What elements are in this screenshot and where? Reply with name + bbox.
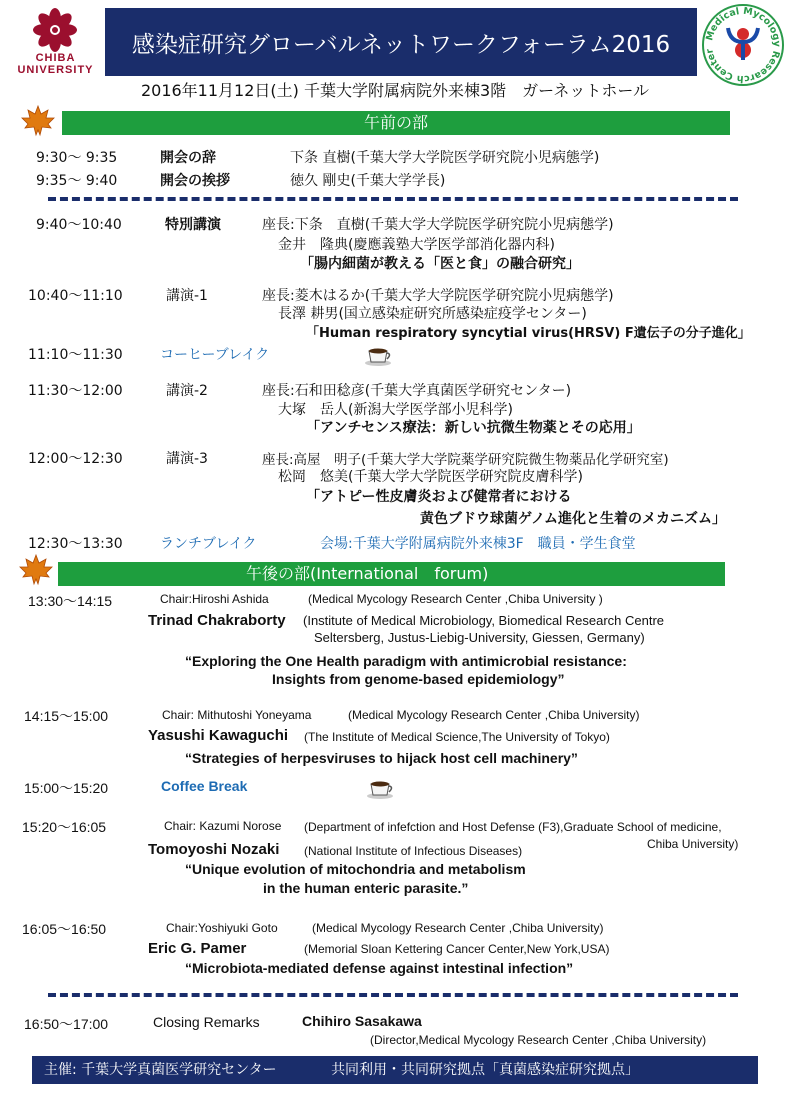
chiba-university-logo <box>8 8 103 80</box>
lunch-time: 12:30〜13:30 <box>28 536 123 552</box>
session3-title-line1: “Unique evolution of mitochondria and metabolism <box>185 861 526 877</box>
session1-title-line2: Insights from genome-based epidemiology” <box>272 671 565 687</box>
session1-affil-line2: Seltersberg, Justus-Liebig-University, Giessen, Germany) <box>314 630 645 645</box>
mmrc-logo-icon <box>700 2 786 88</box>
lecture3-chair: 座長:高屋 明子(千葉大学大学院薬学研究院微生物薬品化学研究室) <box>262 452 669 468</box>
special-title: 「腸内細菌が教える「医と食」の融合研究」 <box>300 256 580 272</box>
maple-leaf-icon <box>18 553 54 587</box>
dashed-divider <box>48 197 738 201</box>
lecture2-title: 「アンチセンス療法：新しい抗微生物薬とその応用」 <box>306 420 641 436</box>
session2-title: “Strategies of herpesviruses to hijack host cell machinery” <box>185 750 578 766</box>
afternoon-section-bar <box>58 562 725 586</box>
session4-title: “Microbiota-mediated defense against intestinal infection” <box>185 960 574 976</box>
lecture3-type: 講演-3 <box>166 451 208 467</box>
session3-chair-affil-line1: (Department of infefction and Host Defense (F3),Graduate School of medicine, <box>304 820 722 834</box>
session2-affil: (The Institute of Medical Science,The University of Tokyo) <box>304 730 610 744</box>
lecture1-type: 講演-1 <box>166 288 208 304</box>
special-type: 特別講演 <box>165 217 221 233</box>
special-speaker: 金井 隆典(慶應義塾大学医学部消化器内科) <box>278 237 555 253</box>
lecture1-chair: 座長:菱木はるか(千葉大学大学院医学研究院小児病態学) <box>262 288 614 304</box>
lecture3-time: 12:00〜12:30 <box>28 451 123 467</box>
lecture2-type: 講演-2 <box>166 383 208 399</box>
lecture3-title-line1: 「アトピー性皮膚炎および健常者における <box>306 489 572 505</box>
forum-title: 感染症研究グローバルネットワークフォーラム2016 <box>105 8 697 76</box>
session2-chair: Chair: Mithutoshi Yoneyama <box>162 708 312 722</box>
session1-chair-affil: (Medical Mycology Research Center ,Chiba University ) <box>308 592 603 606</box>
lunch-break-label: ランチブレイク <box>160 536 257 552</box>
chiba-emblem-icon <box>33 8 77 52</box>
morning-section-bar: 午前の部 <box>62 111 730 135</box>
session2-speaker: Yasushi Kawaguchi <box>148 727 289 744</box>
special-chair: 座長:下条 直樹(千葉大学大学院医学研究院小児病態学) <box>262 217 614 233</box>
lecture2-time: 11:30〜12:00 <box>28 383 123 399</box>
lecture1-speaker: 長澤 耕男(国立感染症研究所感染症疫学センター) <box>278 306 587 322</box>
session3-speaker: Tomoyoshi Nozaki <box>148 841 280 858</box>
footer-joint: 共同利用・共同研究拠点「真菌感染症研究拠点」 <box>331 1062 640 1078</box>
coffee-break-label: コーヒーブレイク <box>160 347 270 363</box>
lecture1-title: 「Human respiratory syncytial virus(HRSV) F遺伝子の分子進化」 <box>306 326 751 341</box>
maple-leaf-icon <box>20 104 56 138</box>
session3-title-line2: in the human enteric parasite.” <box>263 880 469 896</box>
university-logo-text: CHIBA UNIVERSITY <box>17 52 94 76</box>
session4-speaker: Eric G. Pamer <box>148 940 247 957</box>
session1-chair: Chair:Hiroshi Ashida <box>160 592 269 606</box>
footer-organizer: 主催: 千葉大学真菌医学研究センター <box>44 1062 277 1078</box>
session4-affil: (Memorial Sloan Kettering Cancer Center,New York,USA) <box>304 942 610 956</box>
session1-affil-line1: (Institute of Medical Microbiology, Biomedical Research Centre <box>303 613 665 628</box>
opening-time: 9:30〜 9:35 <box>36 150 118 166</box>
afternoon-coffee-label: Coffee Break <box>161 778 248 794</box>
closing-speaker: Chihiro Sasakawa <box>302 1013 422 1029</box>
coffee-cup-icon <box>364 343 394 367</box>
session4-chair-affil: (Medical Mycology Research Center ,Chiba University) <box>312 921 604 935</box>
lecture2-speaker: 大塚 岳人(新潟大学医学部小児科学) <box>278 402 513 418</box>
session3-chair: Chair: Kazumi Norose <box>164 819 282 833</box>
lunch-venue: 会場:千葉大学附属病院外来棟3F 職員・学生食堂 <box>320 536 636 552</box>
closing-affil: (Director,Medical Mycology Research Center ,Chiba University) <box>370 1033 707 1047</box>
session2-chair-affil: (Medical Mycology Research Center ,Chiba University) <box>348 708 640 722</box>
session3-affil: (National Institute of Infectious Diseases) <box>304 844 523 858</box>
coffee-cup-icon <box>366 776 396 800</box>
session3-time: 15:20〜16:05 <box>22 819 107 835</box>
session4-chair: Chair:Yoshiyuki Goto <box>166 921 278 935</box>
lecture2-chair: 座長:石和田稔彦(千葉大学真菌医学研究センター) <box>262 383 572 399</box>
session4-time: 16:05〜16:50 <box>22 921 107 937</box>
special-time: 9:40〜10:40 <box>36 217 122 233</box>
opening-person: 下条 直樹(千葉大学大学院医学研究院小児病態学) <box>290 150 600 166</box>
lecture1-time: 10:40〜11:10 <box>28 288 123 304</box>
coffee-time: 11:10〜11:30 <box>28 347 123 363</box>
closing-label: Closing Remarks <box>153 1014 260 1030</box>
lecture3-speaker: 松岡 悠美(千葉大学大学院医学研究院皮膚科学) <box>278 469 583 485</box>
footer-bar <box>32 1056 758 1084</box>
date-venue: 2016年11月12日(土) 千葉大学附属病院外来棟3階 ガーネットホール <box>140 81 650 100</box>
session2-time: 14:15〜15:00 <box>24 708 109 724</box>
session1-speaker: Trinad Chakraborty <box>148 612 286 629</box>
afternoon-coffee-time: 15:00〜15:20 <box>24 780 109 796</box>
session1-time: 13:30〜14:15 <box>28 593 113 609</box>
afternoon-label: 午後の部(International forum) <box>246 564 489 583</box>
greeting-person: 徳久 剛史(千葉大学学長) <box>290 173 446 189</box>
greeting-time: 9:35〜 9:40 <box>36 173 118 189</box>
dashed-divider <box>48 993 738 997</box>
opening-title: 開会の辞 <box>160 150 216 166</box>
session1-title-line1: “Exploring the One Health paradigm with antimicrobial resistance: <box>185 653 627 669</box>
svg-text:Medical Mycology Research Cent: Medical Mycology Research Center <box>704 5 783 85</box>
lecture3-title-line2: 黄色ブドウ球菌ゲノム進化と生着のメカニズム」 <box>420 511 727 527</box>
closing-time: 16:50〜17:00 <box>24 1016 109 1032</box>
session3-chair-affil-line2: Chiba University) <box>647 837 739 851</box>
greeting-title: 開会の挨拶 <box>160 173 230 189</box>
